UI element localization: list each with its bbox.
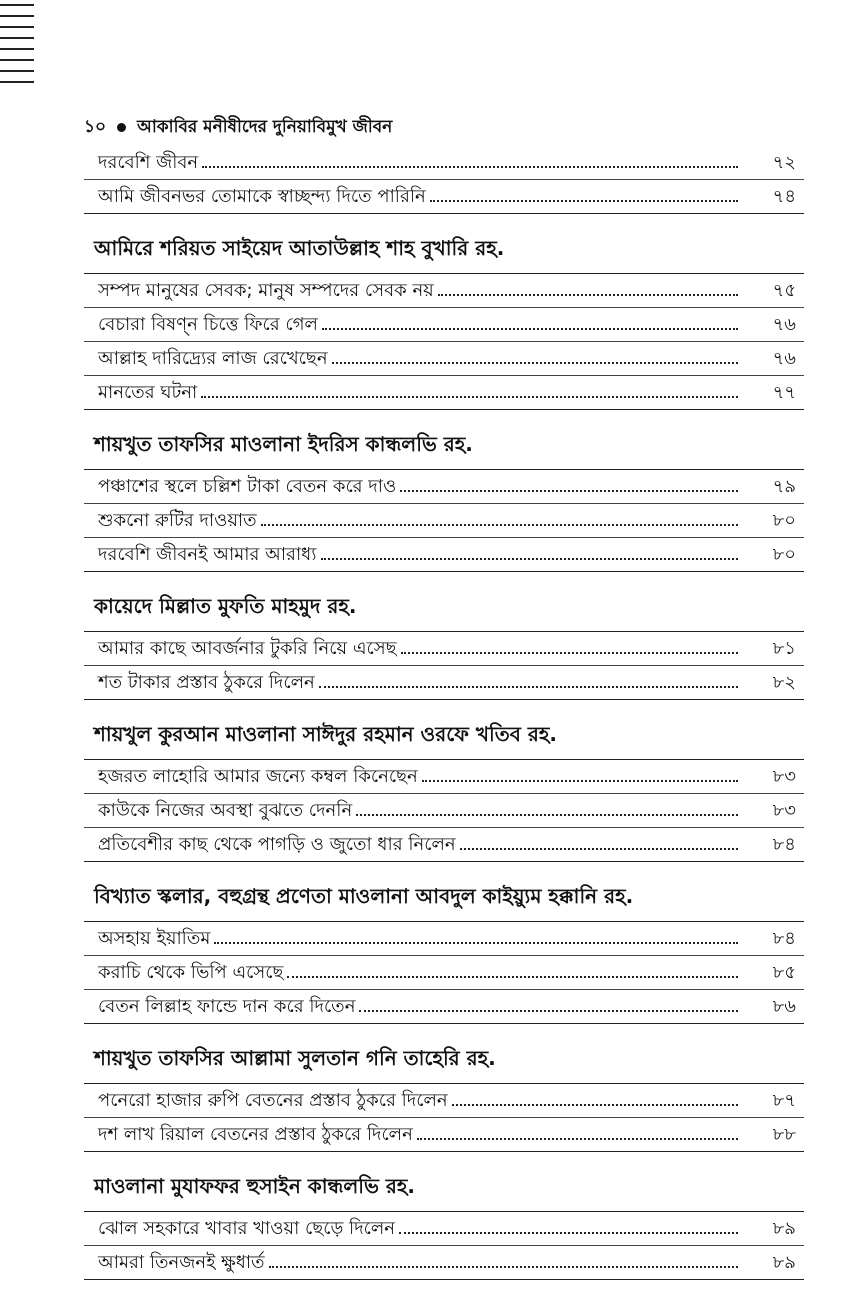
page-edge-marks [0, 4, 34, 92]
section-heading: বিখ্যাত স্কলার, বহুগ্রন্থ প্রণেতা মাওলানা আবদুল কাইয়্যুম হক্কানি রহ. [94, 884, 634, 908]
toc-entry[interactable] [84, 922, 804, 955]
toc-entry[interactable] [84, 307, 804, 341]
toc-section [84, 1166, 804, 1280]
entry-title: প্রতিবেশীর কাছ থেকে পাগড়ি ও জুতো ধার নিলেন [98, 834, 456, 855]
entry-page-number: ৭৫ [772, 280, 796, 301]
dot-leader [438, 294, 738, 296]
toc-entry[interactable] [84, 827, 804, 861]
toc-entry[interactable] [84, 760, 804, 793]
section-heading: শায়খুত তাফসির মাওলানা ইদরিস কান্ধলভি রহ. [94, 432, 473, 456]
toc-entry[interactable] [84, 503, 804, 537]
entry-page-number: ৮১ [772, 638, 796, 659]
toc-entry[interactable] [84, 1084, 804, 1117]
entry-title: আমার কাছে আবর্জনার টুকরি নিয়ে এসেছ [98, 638, 397, 659]
entry-title: আমি জীবনভর তোমাকে স্বাচ্ছন্দ্য দিতে পারিনি [98, 186, 426, 207]
dot-leader [399, 1232, 738, 1234]
dot-leader [359, 1010, 738, 1012]
entry-page-number: ৭৯ [772, 476, 796, 497]
toc-entry[interactable] [84, 1245, 804, 1279]
book-title: আকাবির মনীষীদের দুনিয়াবিমুখ জীবন [136, 117, 393, 137]
section-heading: শায়খুত তাফসির আল্লামা সুলতান গনি তাহেরি রহ. [94, 1046, 496, 1070]
entry-title: দরবেশি জীবন [98, 152, 199, 173]
dot-leader [269, 1266, 738, 1268]
entry-title: দরবেশি জীবনই আমার আরাধ্য [98, 544, 317, 565]
entry-page-number: ৭৭ [772, 382, 796, 403]
entry-title: দশ লাখ রিয়াল বেতনের প্রস্তাব ঠুকরে দিলেন [98, 1124, 413, 1145]
entry-list [84, 1211, 804, 1280]
entry-page-number: ৮৯ [772, 1218, 796, 1239]
toc-entry[interactable] [84, 179, 804, 213]
toc-section [84, 228, 804, 410]
section-heading: কায়েদে মিল্লাত মুফতি মাহমুদ রহ. [94, 594, 357, 618]
entry-title: হজরত লাহোরি আমার জন্যে কম্বল কিনেছেন [98, 766, 418, 787]
entry-title: পঞ্চাশের স্থলে চল্লিশ টাকা বেতন করে দাও [98, 476, 397, 497]
table-of-contents [84, 146, 804, 1294]
section-heading: আমিরে শরিয়ত সাইয়েদ আতাউল্লাহ শাহ বুখারি রহ. [94, 236, 505, 260]
page-number: ১০ [84, 117, 107, 137]
entry-page-number: ৮৩ [772, 766, 796, 787]
entry-title: শুকনো রুটির দাওয়াত [98, 510, 257, 531]
dot-leader [287, 976, 738, 978]
entry-title: পনেরো হাজার রুপি বেতনের প্রস্তাব ঠুকরে দিলেন [98, 1090, 448, 1111]
entry-list [84, 146, 804, 214]
bullet-icon [117, 123, 126, 132]
toc-entry[interactable] [84, 989, 804, 1023]
toc-section [84, 586, 804, 700]
dot-leader [417, 1138, 738, 1140]
entry-page-number: ৮৪ [772, 928, 796, 949]
entry-page-number: ৭৬ [772, 314, 796, 335]
dot-leader [214, 942, 738, 944]
running-head [84, 114, 392, 142]
entry-page-number: ৮২ [772, 672, 796, 693]
section-heading: শায়খুল কুরআন মাওলানা সাঈদুর রহমান ওরফে খতিব রহ. [94, 722, 557, 746]
dot-leader [452, 1104, 738, 1106]
section-heading: মাওলানা মুযাফফর হুসাইন কান্ধলভি রহ. [94, 1174, 415, 1198]
toc-entry[interactable] [84, 632, 804, 665]
entry-page-number: ৮৮ [772, 1124, 796, 1145]
entry-title: আমরা তিনজনই ক্ষুধার্ত [98, 1252, 265, 1273]
dot-leader [201, 396, 738, 398]
entry-page-number: ৮৯ [772, 1252, 796, 1273]
entry-page-number: ৭২ [772, 152, 796, 173]
entry-title: করাচি থেকে ভিপি এসেছে [98, 962, 284, 983]
entry-title: বেতন লিল্লাহ ফান্ডে দান করে দিতেন [98, 996, 356, 1017]
entry-title: শত টাকার প্রস্তাব ঠুকরে দিলেন [98, 672, 315, 693]
entry-page-number: ৮৭ [772, 1090, 796, 1111]
entry-list [84, 921, 804, 1024]
dot-leader [356, 814, 738, 816]
entry-list [84, 759, 804, 862]
toc-entry[interactable] [84, 341, 804, 375]
toc-entry[interactable] [84, 537, 804, 571]
dot-leader [430, 200, 738, 202]
toc-section [84, 146, 804, 214]
entry-page-number: ৮০ [772, 510, 796, 531]
entry-page-number: ৭৬ [772, 348, 796, 369]
entry-page-number: ৮৪ [772, 834, 796, 855]
toc-entry[interactable] [84, 1117, 804, 1151]
toc-section [84, 714, 804, 862]
dot-leader [319, 686, 738, 688]
toc-entry[interactable] [84, 793, 804, 827]
dot-leader [332, 362, 738, 364]
entry-title: আল্লাহ দারিদ্র্যের লাজ রেখেছেন [98, 348, 328, 369]
entry-title: বেচারা বিষণ্ন চিত্তে ফিরে গেল [98, 314, 318, 335]
toc-entry[interactable] [84, 665, 804, 699]
entry-list [84, 273, 804, 410]
entry-page-number: ৮০ [772, 544, 796, 565]
entry-list [84, 1083, 804, 1152]
entry-title: মানতের ঘটনা [98, 382, 198, 403]
entry-title: ঝোল সহকারে খাবার খাওয়া ছেড়ে দিলেন [98, 1218, 396, 1239]
dot-leader [202, 166, 738, 168]
entry-page-number: ৮৬ [772, 996, 796, 1017]
entry-title: অসহায় ইয়াতিম [98, 928, 211, 949]
toc-entry[interactable] [84, 375, 804, 409]
dot-leader [321, 558, 739, 560]
entry-page-number: ৮৩ [772, 800, 796, 821]
toc-entry[interactable] [84, 470, 804, 503]
toc-entry[interactable] [84, 1212, 804, 1245]
entry-page-number: ৮৫ [772, 962, 796, 983]
entry-list [84, 631, 804, 700]
toc-entry[interactable] [84, 274, 804, 307]
toc-section [84, 876, 804, 1024]
dot-leader [322, 328, 738, 330]
toc-entry[interactable] [84, 955, 804, 989]
dot-leader [460, 848, 738, 850]
toc-entry[interactable] [84, 146, 804, 179]
entry-title: সম্পদ মানুষের সেবক; মানুষ সম্পদের সেবক নয় [98, 280, 434, 301]
entry-page-number: ৭৪ [772, 186, 796, 207]
dot-leader [401, 652, 738, 654]
toc-section [84, 424, 804, 572]
toc-section [84, 1038, 804, 1152]
entry-list [84, 469, 804, 572]
dot-leader [422, 780, 738, 782]
entry-title: কাউকে নিজের অবস্থা বুঝতে দেননি [98, 800, 353, 821]
dot-leader [400, 490, 738, 492]
dot-leader [261, 524, 738, 526]
